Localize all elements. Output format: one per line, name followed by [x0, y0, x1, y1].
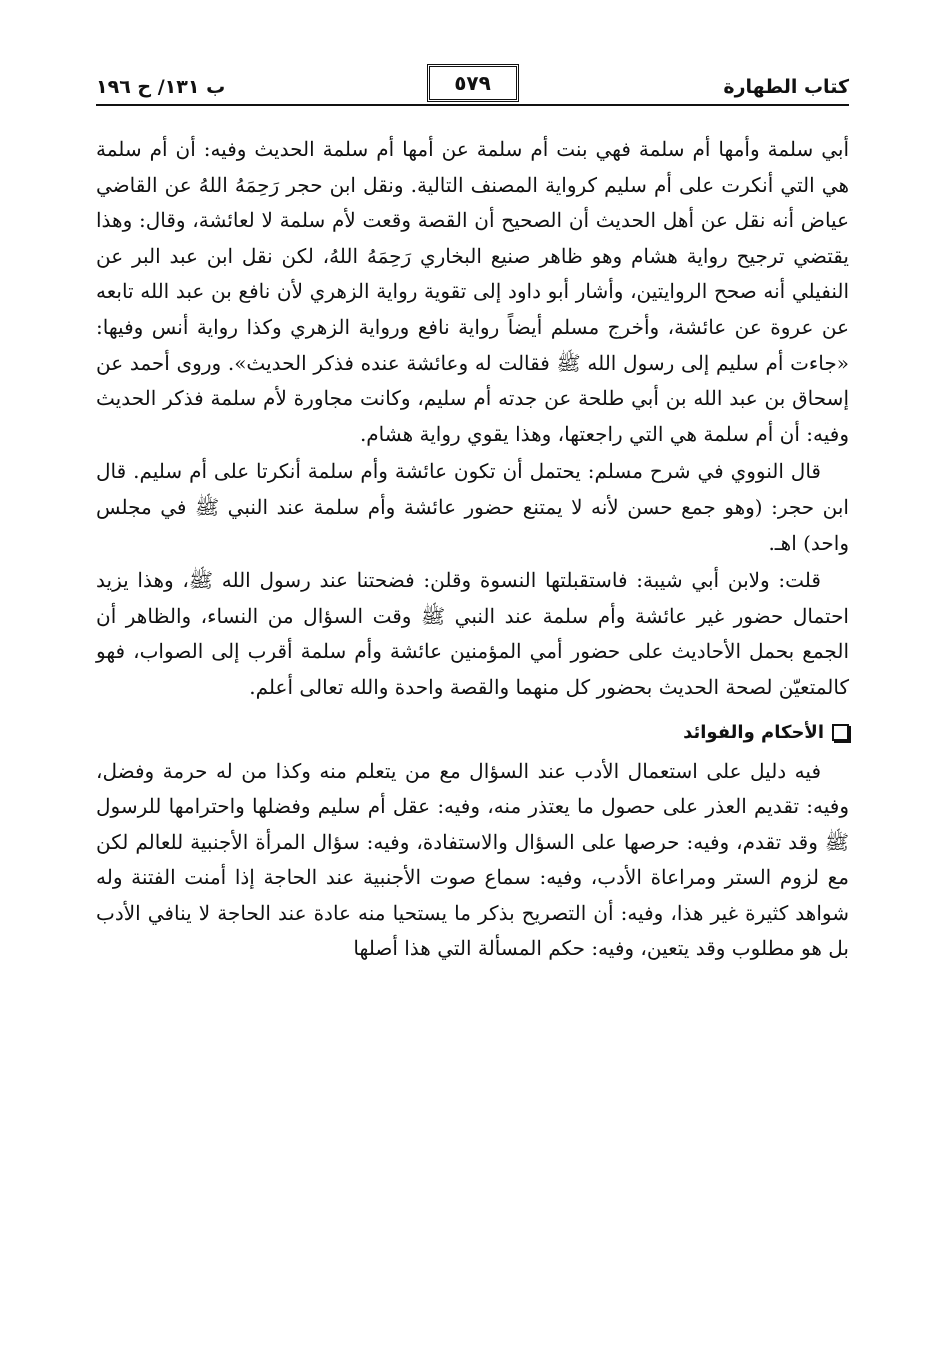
book-title: كتاب الطهارة: [723, 76, 849, 98]
page-header: [96, 64, 849, 108]
square-icon: [832, 724, 849, 741]
hadith-reference: ب ١٣١/ ح ١٩٦: [96, 76, 226, 98]
page-body: [96, 132, 849, 969]
header-rule: [96, 104, 849, 106]
page-number: ٥٧٩: [427, 64, 519, 102]
document-page: [96, 64, 849, 1334]
section-heading: [96, 718, 849, 748]
paragraph-3: قلت: ولابن أبي شيبة: فاستقبلتها النسوة وقلن: فضحتنا عند رسول الله ﷺ، وهذا يزيد احتمال حضور غير عائشة وأم سلمة عند النبي ﷺ وقت السؤال من النساء، والظاهر أن الجمع بحمل الأحاديث على حضور أمي المؤمنين عائشة وأم سلمة أقرب إلى الصواب، فهو كالمتعيّن لصحة الحديث بحضور كل منهما والقصة واحدة والله تعالى أعلم.: [96, 568, 849, 699]
section-title: الأحكام والفوائد: [683, 721, 824, 743]
paragraph-1: أبي سلمة وأمها أم سلمة فهي بنت أم سلمة عن أمها أم سلمة الحديث وفيه: أن أم سلمة هي التي أنكرت على أم سليم كرواية المصنف التالية. ونقل ابن حجر رَحِمَهُ اللهُ عن القاضي عياض أنه نقل عن أهل الحديث أن الصحيح أن القصة وقعت لأم سلمة لا لعائشة، وقال: وهذا يقتضي ترجيح رواية هشام وهو ظاهر صنيع البخاري رَحِمَهُ اللهُ، لكن نقل ابن عبد البر عن النفيلي أنه صحح الروايتين، وأشار أبو داود إلى تقوية رواية الزهري لأن نافع بن عبد الله تابعه عن عروة عن عائشة، وأخرج مسلم أيضاً رواية نافع ورواية الزهري وكذا رواية أنس وفيها: «جاءت أم سليم إلى رسول الله ﷺ فقالت له وعائشة عنده فذكر الحديث». وروى أحمد عن إسحاق بن عبد الله بن أبي طلحة عن جدته أم سليم، وكانت مجاورة لأم سلمة فذكر الحديث وفيه: أن أم سلمة هي التي راجعتها، وهذا يقوي رواية هشام.: [96, 137, 849, 446]
paragraph-2: قال النووي في شرح مسلم: يحتمل أن تكون عائشة وأم سلمة أنكرتا على أم سليم. قال ابن حجر: (وهو جمع حسن لأنه لا يمتنع حضور عائشة وأم سلمة عند النبي ﷺ في مجلس واحد) اهـ.: [96, 459, 849, 555]
section-paragraph-1: فيه دليل على استعمال الأدب عند السؤال مع من يتعلم منه وكذا من له حرمة وفضل، وفيه: تقديم العذر على حصول ما يعتذر منه، وفيه: عقل أم سليم وفضلها واحترامها للرسول ﷺ وقد تقدم، وفيه: حرصها على السؤال والاستفادة، وفيه: سؤال المرأة الأجنبية للعالم لكن مع لزوم الستر ومراعاة الأدب، وفيه: سماع صوت الأجنبية عند الحاجة إذا أمنت الفتنة وله شواهد كثيرة غير هذا، وفيه: أن التصريح بذكر ما يستحيا منه عادة عند الحاجة لا ينافي الأدب بل هو مطلوب وقد يتعين، وفيه: حكم المسألة التي هذا أصلها: [96, 758, 849, 961]
